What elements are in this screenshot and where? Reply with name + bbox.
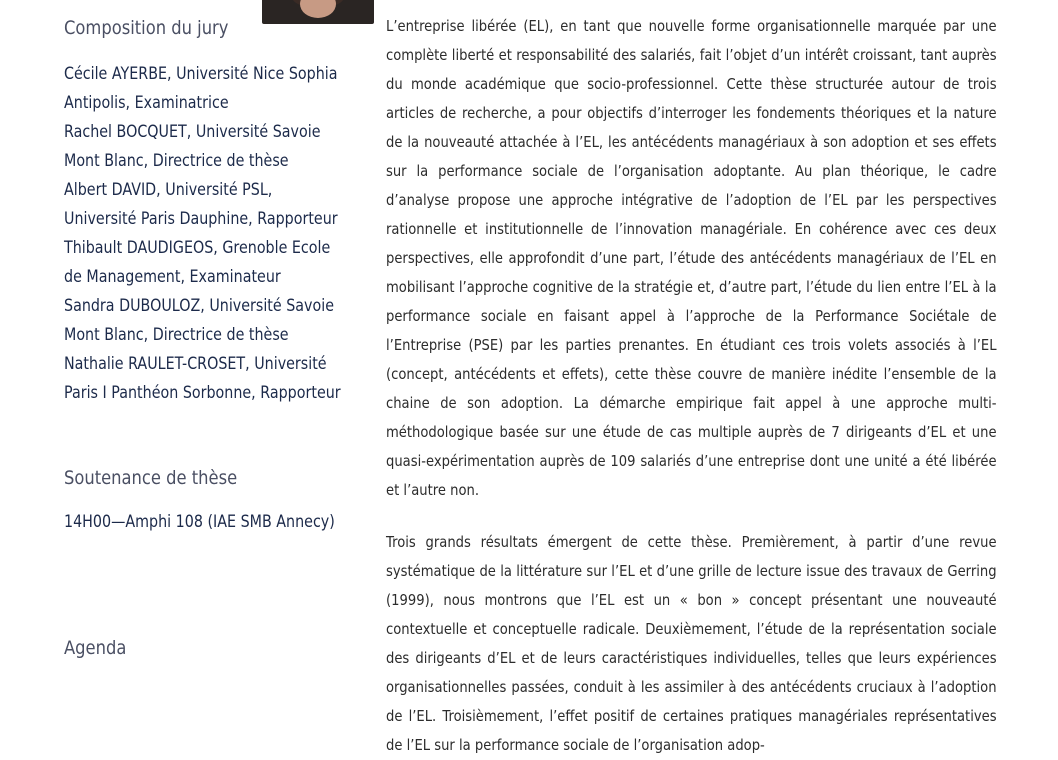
- jury-member: Nathalie RAULET-CROSET, Université Paris I Panthéon Sorbonne, Rapporteur: [64, 354, 341, 403]
- jury-heading: Composition du jury: [64, 17, 229, 39]
- portrait-photo: [262, 0, 374, 24]
- jury-member: Albert DAVID, Université PSL, Université Paris Dauphine, Rapporteur: [64, 180, 338, 229]
- jury-list: [64, 60, 341, 408]
- abstract-column: [386, 12, 997, 760]
- portrait-face: [300, 0, 336, 18]
- jury-member: Rachel BOCQUET, Université Savoie Mont Blanc, Directrice de thèse: [64, 122, 321, 171]
- defense-heading: Soutenance de thèse: [64, 467, 238, 489]
- jury-member: Sandra DUBOULOZ, Université Savoie Mont Blanc, Directrice de thèse: [64, 296, 334, 345]
- agenda-heading: Agenda: [64, 637, 127, 659]
- abstract-paragraph-2: Trois grands résultats émergent de cette thèse. Premièrement, à partir d’une revue systématique de la littérature sur l’EL et d’une grille de lecture issue des travaux de Gerring (1999), nous montrons que l’EL est un « bon » concept présentant une nouveauté contextuelle et conceptuelle radicale. Deuxièmement, l’étude de la représentation sociale des dirigeants d’EL et de leurs caractéristiques individuelles, telles que leurs expériences organisationnelles passées, conduit à les assimiler à des antécédents cruciaux à l’adoption de l’EL. Troisièmement, l’effet positif de certaines pratiques managériales représentatives de l’EL sur la performance sociale de l’organisation adop-: [386, 533, 997, 754]
- jury-member: Cécile AYERBE, Université Nice Sophia Antipolis, Examinatrice: [64, 64, 338, 113]
- jury-member: Thibault DAUDIGEOS, Grenoble Ecole de Management, Examinateur: [64, 238, 331, 287]
- defense-time-place: 14H00—Amphi 108 (IAE SMB Annecy): [64, 512, 335, 532]
- abstract-paragraph-1: L’entreprise libérée (EL), en tant que nouvelle forme organisationnelle marquée par une complète liberté et responsabilité des salariés, fait l’objet d’un intérêt croissant, tant auprès du monde académique que socio-professionnel. Cette thèse structurée autour de trois articles de recherche, a pour objectifs d’interroger les fondements théoriques et la nature de la nouveauté attachée à l’EL, les antécédents managériaux à son adoption et ses effets sur la performance sociale de l’organisation adoptante. Au plan théorique, le cadre d’analyse propose une approche intégrative de l’adoption de l’EL par les perspectives rationnelle et institutionnelle de l’innovation managériale. En cohérence avec ces deux perspectives, elle approfondit d’une part, l’étude des antécédents managériaux de l’EL en mobilisant l’approche cognitive de la stratégie et, d’autre part, l’étude du lien entre l’EL à la performance sociale en faisant appel à l’approche de la Performance Sociétale de l’Entreprise (PSE) par les parties prenantes. En étudiant ces trois volets associés à l’EL (concept, antécédents et effets), cette thèse couvre de manière inédite l’ensemble de la chaine de son adoption. La démarche empirique fait appel à une approche multi-méthodologique basée sur une étude de cas multiple auprès de 7 dirigeants d’EL et une quasi-expérimentation auprès de 109 salariés d’une entreprise dont une unité a été libérée et l’autre non.: [386, 17, 997, 499]
